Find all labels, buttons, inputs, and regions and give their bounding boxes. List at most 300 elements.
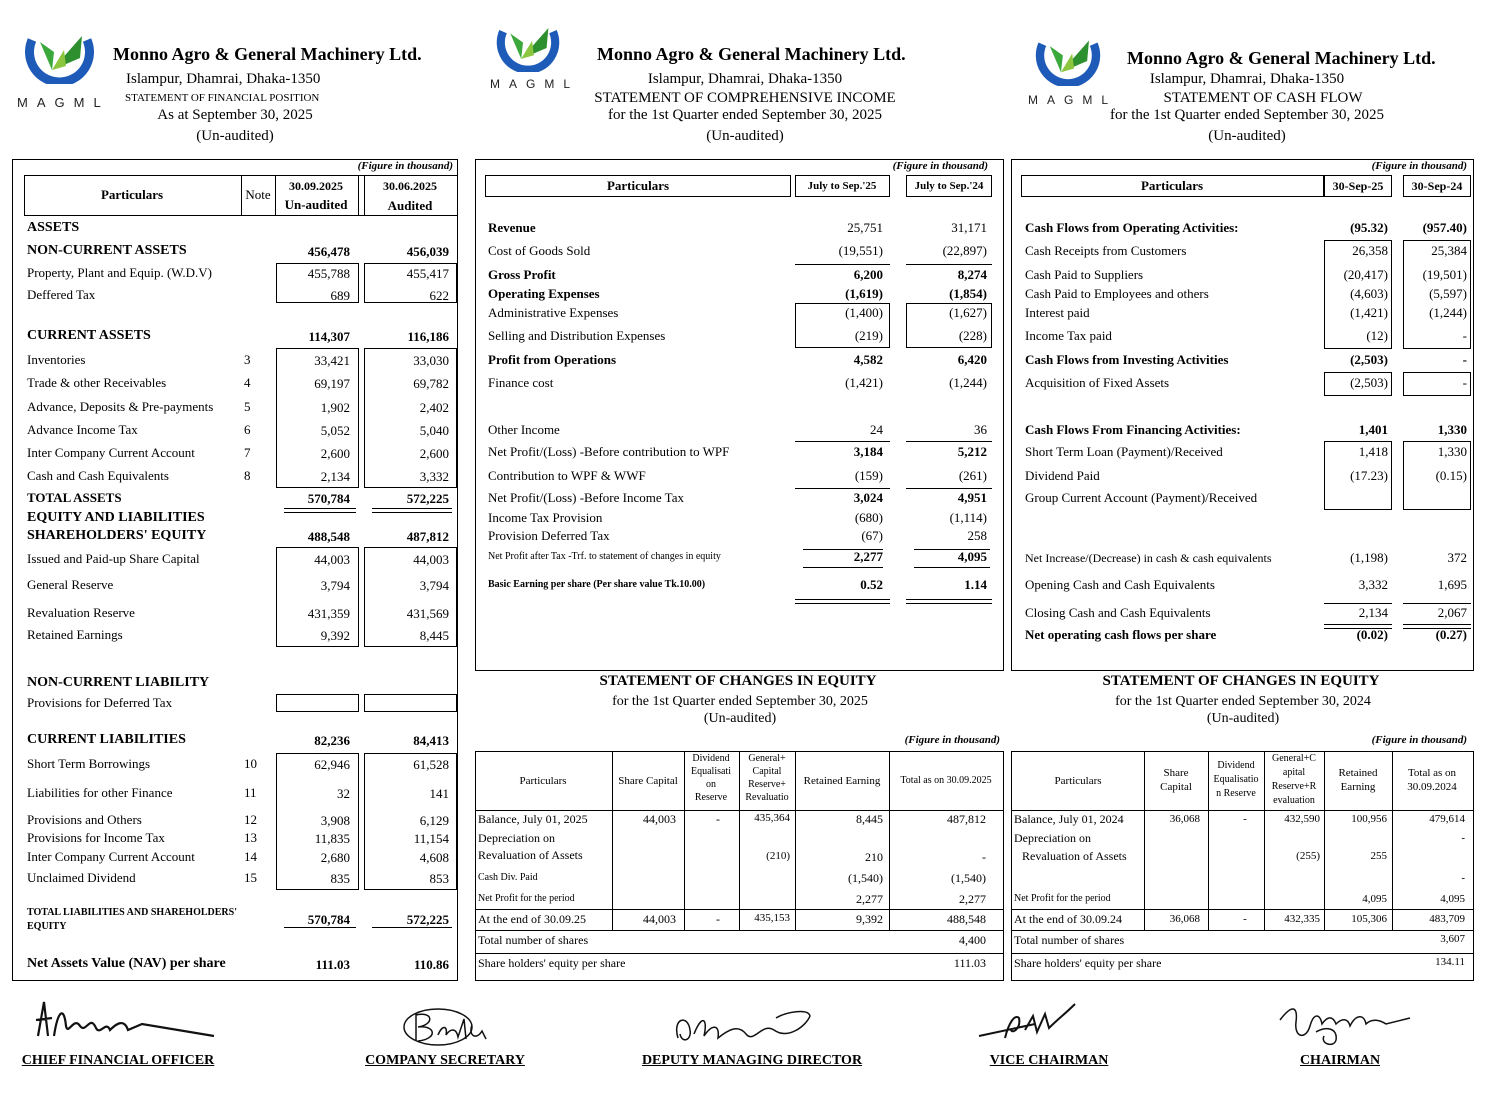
cf-ni-label: Net Increase/(Decrease) in cash & cash equivalents [1025,551,1272,565]
sce25-dep-total: - [982,850,986,864]
ci-gp-label: Gross Profit [488,267,556,282]
ci-rev-value-prior: 31,171 [951,220,987,235]
cf-cc-label: Closing Cash and Cash Equivalents [1025,605,1211,620]
ci-npt-value-prior: 4,951 [957,490,987,505]
sce25-end-de: - [716,912,720,926]
fp-col1-status: Un-audited [284,197,348,212]
fp-ca-value-prior: 116,186 [407,329,449,344]
company-name: Monno Agro & General Machinery Ltd. [113,44,422,64]
fp-figure-note: (Figure in thousand) [357,160,453,172]
cf-stl-value-prior: 1,330 [1437,444,1467,459]
fp-stb-label: Short Term Borrowings [27,756,151,771]
cf-oc-value-prior: 1,695 [1437,577,1467,592]
fp-inv-note: 3 [244,352,251,367]
cf-period: for the 1st Quarter ended September 30, 2025 [1109,107,1385,123]
company-address: Islampur, Dhamrai, Dhaka-1350 [647,71,843,87]
fp-period: As at September 30, 2025 [157,107,313,123]
cfo-signature [30,996,220,1046]
fp-cl-value-current: 82,236 [314,733,350,748]
fp-ait-label: Advance Income Tax [27,422,138,437]
ci-oe-value-current: (1,619) [845,286,883,301]
ci-npat-value-prior: 4,095 [957,549,987,564]
sce24-h-retained: Retained [1338,767,1378,779]
rule [795,751,796,930]
fp-tl-value-prior: 572,225 [406,912,449,927]
rule [889,751,890,930]
rule [1011,930,1474,931]
rule [475,930,1004,931]
ci-oi-value-current: 24 [870,422,883,437]
sce25-bal-gc: 435,364 [754,812,790,824]
fp-audit: (Un-audited) [196,128,274,144]
sce25-sh-value: 111.03 [953,956,986,970]
fp-lof-value-current: 32 [337,786,350,801]
sce24-h-div-eq: Dividend [1217,760,1255,771]
fp-adv-note: 5 [244,399,251,414]
cf-rc-value-current: 26,358 [1352,243,1388,258]
cf-op-value-current: (95.32) [1350,220,1388,235]
sce24-bal-de: - [1243,813,1247,825]
sce24-h-particulars: Particulars [1054,775,1102,787]
fp-se-label: SHAREHOLDERS' EQUITY [27,528,207,543]
fp-gr-value-prior: 3,794 [419,578,449,593]
fp-pit-value-prior: 11,154 [413,831,449,846]
cf-oc-label: Opening Cash and Cash Equivalents [1025,577,1215,592]
cf-dp-label: Dividend Paid [1025,468,1100,483]
sce24-dep-re: 255 [1370,850,1387,862]
ci-po-value-prior: 6,420 [957,352,987,367]
cf-it-value-prior: - [1462,328,1467,343]
fp-re-label: Retained Earnings [27,627,123,642]
ci-npw-label: Net Profit/(Loss) -Before contribution to WPF [488,444,730,459]
cf-cc-value-current: 2,134 [1358,605,1388,620]
fp-ait-value-prior: 5,040 [419,423,449,438]
rule [475,909,1004,910]
ci-fc-value-prior: (1,244) [949,375,987,390]
ci-npt-label: Net Profit/(Loss) -Before Income Tax [488,490,684,505]
sce24-end-total: 483,709 [1429,913,1465,925]
cf-ni-value-prior: 372 [1447,550,1467,565]
fp-sc-value-prior: 44,003 [413,552,449,567]
fp-tr-value-current: 69,197 [314,376,350,391]
company-logo [494,24,562,72]
fp-tr-label: Trade & other Receivables [27,375,167,390]
fp-po-label: Provisions and Others [27,812,142,827]
ci-wpf-value-prior: (261) [958,468,987,483]
ci-sd-value-current: (219) [854,328,883,343]
cf-ps-value-current: (20,417) [1343,267,1388,282]
fp-pit-label: Provisions for Income Tax [27,830,165,845]
sce24-end-sc: 36,068 [1169,913,1200,925]
ci-eps-value-current: 0.52 [860,577,883,592]
fp-tr-note: 4 [244,375,251,390]
fp-ppe-value-prior: 455,417 [406,266,449,281]
sce24-bal-gc: 432,590 [1284,813,1320,825]
sce24-h-div-eq: Equalisatio [1213,774,1259,785]
rule [1144,751,1145,930]
fp-ud-label: Unclaimed Dividend [27,870,136,885]
fp-cl-value-prior: 84,413 [413,733,449,748]
cf-ps-value-prior: (19,501) [1422,267,1467,282]
fp-ca-value-current: 114,307 [308,329,350,344]
sce25-dep-label: Revaluation of Assets [478,848,583,862]
cf-fin-label: Cash Flows From Financing Activities: [1025,422,1241,437]
sce25-np-re: 2,277 [856,892,883,906]
cf-fin-value-current: 1,401 [1358,422,1388,437]
ci-npt-value-current: 3,024 [853,490,883,505]
sce24-bal-total: 479,614 [1429,813,1465,825]
ci-col1: July to Sep.'25 [807,180,877,192]
fp-cash-value-current: 2,134 [320,469,350,484]
sce24-dep-label: Revaluation of Assets [1022,849,1127,863]
ci-eps-label: Basic Earning per share (Per share value Tk.10.00) [488,579,706,590]
cs-label: COMPANY SECRETARY [365,1053,525,1068]
sce25-h-total: Total as on 30.09.2025 [900,775,992,786]
fp-cash-value-prior: 3,332 [419,469,449,484]
cf-stl-label: Short Term Loan (Payment)/Received [1025,444,1223,459]
fp-ud-note: 15 [244,870,257,885]
fp-ppe-value-current: 455,788 [307,266,350,281]
logo-text: MAGML [1028,93,1118,107]
cf-oc-value-current: 3,332 [1358,577,1388,592]
sce24-end-de: - [1243,913,1247,925]
sce24-title: STATEMENT OF CHANGES IN EQUITY [1102,673,1380,689]
fp-gr-label: General Reserve [27,577,114,592]
logo-text: MAGML [17,95,110,110]
fp-pdt-box-2 [364,694,457,712]
logo-text: MAGML [490,77,580,91]
fp-gr-value-current: 3,794 [320,578,350,593]
fp-ica-note: 7 [244,445,251,460]
fp-sc-value-current: 44,003 [314,552,350,567]
ci-oi-label: Other Income [488,422,560,437]
fp-nav-value-current: 111.03 [315,957,350,972]
sce25-end-gc: 435,153 [754,912,790,924]
fp-pdt-label: Provisions for Deferred Tax [27,695,173,710]
sce25-ts-label: Total number of shares [478,933,589,947]
sce24-end-gc: 432,335 [1284,913,1320,925]
fp-inv-value-current: 33,421 [314,353,350,368]
fp-ud-value-current: 835 [330,871,350,886]
sce25-h-div-eq: Dividend [692,753,730,764]
sce25-h-retained: Retained Earning [803,775,881,787]
ci-col-particulars: Particulars [606,178,670,193]
fp-cash-label: Cash and Cash Equivalents [27,468,169,483]
ci-rev-value-current: 25,751 [847,220,883,235]
sce24-dep-label: Depreciation on [1014,831,1091,845]
fp-ncl-label: NON-CURRENT LIABILITY [27,675,210,690]
fp-icl-note: 14 [244,849,257,864]
ci-pdt-value-prior: 258 [967,528,987,543]
rule [1011,810,1474,811]
fp-inv-value-prior: 33,030 [413,353,449,368]
sce25-bal-sc: 44,003 [643,812,676,826]
rule [739,751,740,930]
ci-po-value-current: 4,582 [853,352,883,367]
cf-ip-value-current: (1,421) [1350,305,1388,320]
fp-icl-label: Inter Company Current Account [27,849,195,864]
chairman-signature [1276,998,1416,1048]
fp-se-value-prior: 487,812 [406,529,449,544]
cf-afa-value-prior: - [1462,375,1467,390]
fp-ta-value-current: 570,784 [307,491,350,506]
fp-po-value-current: 3,908 [320,813,350,828]
rule [1208,751,1209,930]
ci-npw-value-prior: 5,212 [957,444,987,459]
fp-adv-value-prior: 2,402 [419,400,449,415]
sce25-title: STATEMENT OF CHANGES IN EQUITY [599,673,877,689]
sce24-dep-total: - [1461,832,1465,844]
fp-nca-value-current: 456,478 [307,244,350,259]
fp-col2-status: Audited [387,198,433,213]
fp-rr-value-current: 431,359 [307,606,350,621]
fp-eql-label: EQUITY AND LIABILITIES [27,510,205,525]
fp-dt-value-current: 689 [330,288,350,303]
fp-stb-note: 10 [244,756,257,771]
ci-itp-label: Income Tax Provision [488,510,603,525]
ci-itp-value-prior: (1,114) [949,510,987,525]
ci-eps-value-prior: 1.14 [964,577,987,592]
fp-re-value-current: 9,392 [320,628,350,643]
rule [612,751,613,930]
sce24-dep-gc: (255) [1296,850,1320,862]
company-name: Monno Agro & General Machinery Ltd. [597,44,906,64]
cf-ip-label: Interest paid [1025,305,1090,320]
sce25-h-gen-cap: Reserve+ [748,779,786,790]
sce25-end-re: 9,392 [856,912,883,926]
cf-pe-label: Cash Paid to Employees and others [1025,286,1209,301]
sce25-h-div-eq: Equalisati [691,766,731,777]
fp-cl-label: CURRENT LIABILITIES [27,732,186,747]
fp-ica-label: Inter Company Current Account [27,445,195,460]
sce24-bal-label: Balance, July 01, 2024 [1014,812,1124,826]
fp-adv-label: Advance, Deposits & Pre-payments [27,399,214,414]
fp-tl-value-current: 570,784 [307,912,350,927]
fp-pit-note: 13 [244,830,257,845]
fp-nav-value-prior: 110.86 [413,957,449,972]
sce24-h-retained: Earning [1340,781,1376,793]
fp-se-value-current: 488,548 [307,529,350,544]
fp-assets-label: ASSETS [27,220,80,235]
fp-pdt-box-1 [276,694,359,712]
cf-nocf-label: Net operating cash flows per share [1025,627,1217,642]
sce24-end-re: 105,306 [1351,913,1387,925]
sce25-div-re: (1,540) [848,871,883,885]
sce25-div-label: Cash Div. Paid [478,872,538,883]
fp-tl-label: EQUITY [27,921,67,932]
sce24-h-gen-cap: apital [1282,767,1306,778]
fp-po-value-prior: 6,129 [419,813,449,828]
fp-re-value-prior: 8,445 [419,628,449,643]
ci-sd-label: Selling and Distribution Expenses [488,328,666,343]
ci-fc-value-current: (1,421) [845,375,883,390]
cfo-label: CHIEF FINANCIAL OFFICER [21,1053,215,1068]
sce24-h-div-eq: n Reserve [1216,788,1256,799]
fp-nca-value-prior: 456,039 [406,244,449,259]
sce25-ts-value: 4,400 [959,933,986,947]
cf-rc-value-prior: 25,384 [1431,243,1467,258]
cf-col2: 30-Sep-24 [1411,179,1463,193]
ci-cogs-label: Cost of Goods Sold [488,243,591,258]
fp-tr-value-prior: 69,782 [413,376,449,391]
ci-pdt-label: Provision Deferred Tax [488,528,610,543]
dmd-label: DEPUTY MANAGING DIRECTOR [641,1053,863,1068]
rule [475,810,1004,811]
sce24-sh-label: Share holders' equity per share [1014,956,1162,970]
sce25-h-particulars: Particulars [519,775,567,787]
rule [1324,751,1325,930]
ci-wpf-value-current: (159) [854,468,883,483]
cf-pe-value-prior: (5,597) [1429,286,1467,301]
sce24-h-total: Total as on [1407,767,1457,779]
ci-wpf-label: Contribution to WPF & WWF [488,468,646,483]
sce24-h-gen-cap: General+C [1272,753,1316,764]
cf-dp-value-current: (17.23) [1350,468,1388,483]
fp-nav-label: Net Assets Value (NAV) per share [27,956,226,971]
sce24-figure-note: (Figure in thousand) [1371,734,1467,746]
cf-dp-value-prior: (0.15) [1435,468,1467,483]
fp-ica-value-prior: 2,600 [419,446,449,461]
ci-oe-label: Operating Expenses [488,286,600,301]
sce25-np-label: Net Profit for the period [478,893,575,904]
company-name: Monno Agro & General Machinery Ltd. [1127,48,1436,68]
cf-ps-label: Cash Paid to Suppliers [1025,267,1144,282]
ci-po-label: Profit from Operations [488,352,617,367]
fp-ait-value-current: 5,052 [320,423,350,438]
rule [1011,953,1474,954]
chairman-label: CHAIRMAN [1299,1053,1381,1068]
fp-ta-label: TOTAL ASSETS [27,490,122,505]
ci-audit: (Un-audited) [706,128,784,144]
cf-inv-value-prior: - [1462,352,1467,367]
cf-gca-label: Group Current Account (Payment)/Received [1025,490,1258,505]
rule [475,953,1004,954]
sce25-h-gen-cap: Revaluatio [745,792,789,803]
sce24-bal-re: 100,956 [1351,813,1387,825]
fp-ta-value-prior: 572,225 [406,491,449,506]
sce24-h-share-capital: Share [1163,767,1189,779]
sce25-end-sc: 44,003 [643,912,676,926]
fp-lof-note: 11 [244,785,257,800]
sce24-h-gen-cap: evaluation [1273,795,1315,806]
cf-figure-note: (Figure in thousand) [1371,160,1467,172]
fp-nca-label: NON-CURRENT ASSETS [27,243,187,258]
cf-afa-label: Acquisition of Fixed Assets [1025,375,1170,390]
sce24-h-gen-cap: Reserve+R [1271,781,1317,792]
cf-it-label: Income Tax paid [1025,328,1112,343]
cf-afa-value-current: (2,503) [1350,375,1388,390]
sce24-audit: (Un-audited) [1206,711,1280,726]
ci-fc-label: Finance cost [488,375,554,390]
ci-pdt-value-current: (67) [861,528,883,543]
sce25-h-div-eq: on [706,779,716,790]
fp-ait-note: 6 [244,422,251,437]
fp-ppe-label: Property, Plant and Equip. (W.D.V) [27,265,212,280]
ci-npw-value-current: 3,184 [853,444,883,459]
vc-label: VICE CHAIRMAN [989,1053,1109,1068]
rule [1011,909,1474,910]
cf-cc-value-prior: 2,067 [1437,605,1467,620]
fp-dt-value-prior: 622 [429,288,449,303]
sce24-h-share-capital: Capital [1160,781,1192,793]
fp-ca-label: CURRENT ASSETS [27,328,151,343]
ci-cogs-value-prior: (22,897) [942,243,987,258]
sce25-dep-label: Depreciation on [478,831,555,845]
company-address: Islampur, Dhamrai, Dhaka-1350 [1149,71,1345,87]
fp-lof-value-prior: 141 [429,786,449,801]
cf-stl-value-current: 1,418 [1358,444,1388,459]
cf-pe-value-current: (4,603) [1350,286,1388,301]
fp-rr-label: Revaluation Reserve [27,605,135,620]
ci-oi-value-prior: 36 [974,422,987,437]
cf-op-label: Cash Flows from Operating Activities: [1025,220,1239,235]
ci-gp-value-prior: 8,274 [957,267,987,282]
fp-col1-date: 30.09.2025 [289,179,343,193]
cf-ip-value-prior: (1,244) [1429,305,1467,320]
sce24-bal-sc: 36,068 [1169,813,1200,825]
sce24-np-label: Net Profit for the period [1014,893,1111,904]
fp-lof-label: Liabilities for other Finance [27,785,173,800]
cs-signature [398,1005,498,1047]
fp-icl-value-current: 2,680 [320,850,350,865]
sce25-figure-note: (Figure in thousand) [904,734,1000,746]
cf-nocf-value-current: (0.02) [1356,627,1388,642]
sce24-end-label: At the end of 30.09.24 [1014,912,1122,926]
rule [1264,751,1265,930]
fp-cash-note: 8 [244,468,251,483]
fp-col2-date: 30.06.2025 [383,179,437,193]
sce25-bal-total: 487,812 [947,812,986,826]
ci-itp-value-current: (680) [854,510,883,525]
ci-rev-label: Revenue [488,220,536,235]
fp-stb-value-current: 62,946 [314,757,350,772]
sce25-bal-re: 8,445 [856,812,883,826]
sce25-bal-label: Balance, July 01, 2025 [478,812,588,826]
cf-op-value-prior: (957.40) [1422,220,1467,235]
ci-ae-label: Administrative Expenses [488,305,619,320]
ci-npat-value-current: 2,277 [853,549,883,564]
fp-po-note: 12 [244,812,257,827]
ci-ae-value-prior: (1,627) [949,305,987,320]
sce24-period: for the 1st Quarter ended September 30, 2024 [1115,694,1371,709]
ci-cogs-value-current: (19,551) [838,243,883,258]
fp-title: STATEMENT OF FINANCIAL POSITION [125,92,320,104]
company-logo [1033,36,1103,86]
fp-tl-label: TOTAL LIABILITIES AND SHAREHOLDERS' [27,907,237,918]
fp-icl-value-prior: 4,608 [419,850,449,865]
sce25-np-total: 2,277 [959,892,986,906]
fp-inv-label: Inventories [27,352,86,367]
rule [684,751,685,930]
ci-npat-label: Net Profit after Tax -Trf. to statement of changes in equity [488,551,721,562]
vc-signature [975,998,1085,1044]
rule [1392,751,1393,930]
fp-ud-value-prior: 853 [429,871,449,886]
sce25-audit: (Un-audited) [703,711,777,726]
ci-sd-value-prior: (228) [958,328,987,343]
cf-rc-label: Cash Receipts from Customers [1025,243,1187,258]
sce25-sh-label: Share holders' equity per share [478,956,626,970]
sce25-end-total: 488,548 [947,912,986,926]
company-address: Islampur, Dhamrai, Dhaka-1350 [126,71,321,87]
sce25-div-total: (1,540) [951,871,986,885]
ci-ae-value-current: (1,400) [845,305,883,320]
ci-col2: July to Sep.'24 [914,180,984,192]
ci-panel [475,159,1004,671]
sce25-dep-gc: (210) [766,850,790,862]
fp-dt-label: Deffered Tax [27,287,96,302]
cf-col1: 30-Sep-25 [1332,179,1384,193]
